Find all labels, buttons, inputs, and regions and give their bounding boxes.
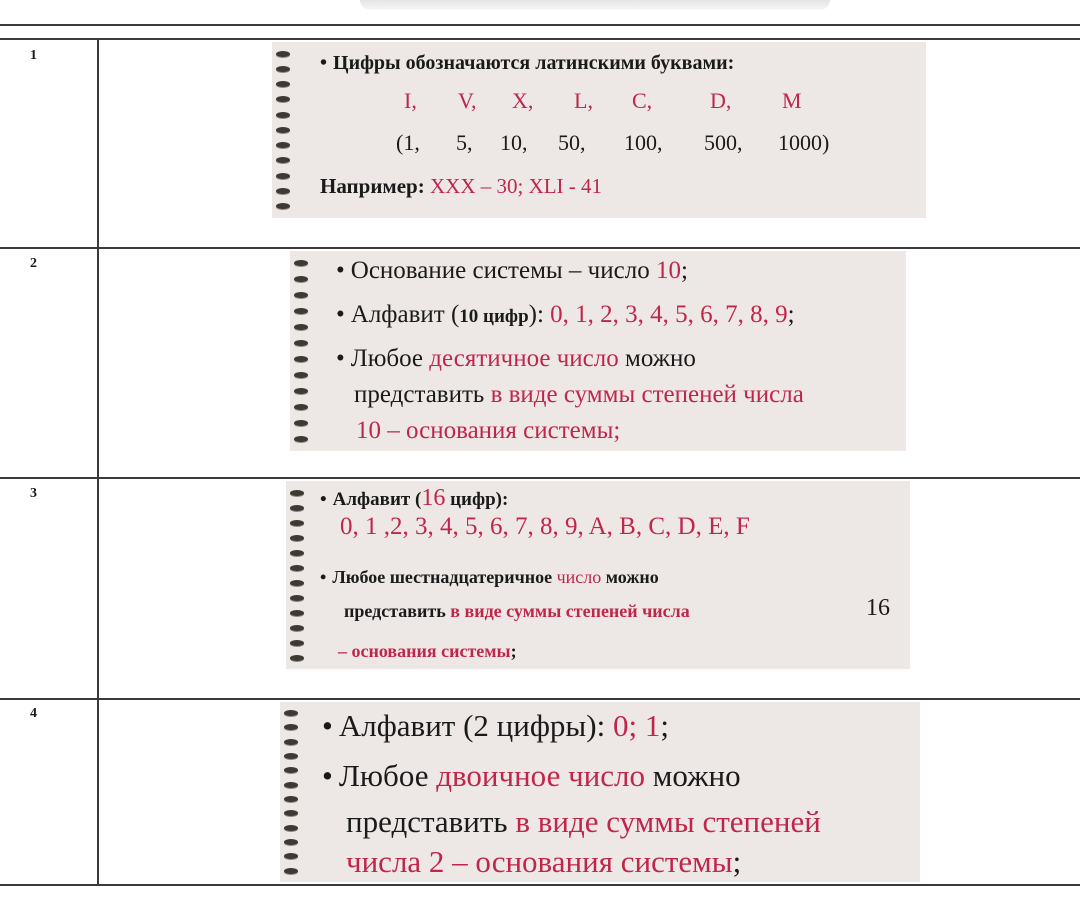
roman-letter: V, (458, 88, 477, 113)
roman-value: 5, (456, 130, 473, 155)
row-divider-3 (0, 698, 1080, 700)
hex-digits: 0, 1 ,2, 3, 4, 5, 6, 7, 8, 9, A, B, C, D, E, F (340, 513, 750, 540)
hex-sum-line2: представить в виде суммы степеней числа (344, 601, 690, 621)
binary-sum-line3: числа 2 – основания системы; (346, 844, 742, 879)
slide-roman (272, 42, 926, 218)
roman-value: 1000) (778, 130, 830, 155)
hex-sum-line3: – основания системы; (338, 641, 517, 661)
roman-letter: L, (574, 88, 593, 113)
roman-value: 500, (704, 130, 743, 155)
roman-value: (1, (396, 130, 420, 155)
roman-letter: X, (512, 88, 534, 113)
bullet-icon: • (322, 708, 333, 743)
decimal-sum-line2: представить в виде суммы степеней числа (354, 381, 804, 408)
slide-decimal (290, 251, 906, 451)
row-divider-2 (0, 477, 1080, 479)
slide-binary (280, 702, 920, 882)
bullet-icon: • (336, 257, 345, 284)
row-number: 4 (30, 706, 37, 721)
table-bottom-rule (0, 884, 1080, 886)
decimal-base: • Основание системы – число 10; (336, 257, 688, 284)
bullet-icon: • (322, 758, 333, 793)
roman-letter: M (782, 88, 802, 113)
hex-alphabet-label: • Алфавит (16 цифр): (320, 485, 509, 511)
roman-letter: D, (710, 88, 732, 113)
roman-value: 100, (624, 130, 663, 155)
binary-alphabet: • Алфавит (2 цифры): 0; 1; (322, 708, 669, 743)
spiral-binding-icon (290, 251, 312, 451)
bullet-icon: • (336, 301, 345, 328)
spiral-binding-icon (286, 481, 308, 669)
spiral-binding-icon (272, 42, 294, 218)
decimal-alphabet: • Алфавит (10 цифр): 0, 1, 2, 3, 4, 5, 6, 7, 8, 9; (336, 301, 795, 328)
bullet-icon: • (320, 567, 327, 587)
binary-sum-line2: представить в виде суммы степеней (346, 804, 821, 839)
table-header-rule (0, 38, 1080, 40)
column-divider (97, 38, 99, 886)
roman-heading: • Цифры обозначаются латинскими буквами: (320, 52, 735, 74)
top-shadow (360, 0, 830, 10)
roman-letter: C, (632, 88, 653, 113)
hex-base-number: 16 (866, 595, 890, 621)
roman-letter: I, (404, 88, 417, 113)
binary-sum-line1: • Любое двоичное число можно (322, 758, 741, 793)
hex-sum-line1: • Любое шестнадцатеричное число можно (320, 567, 659, 587)
roman-value: 50, (558, 130, 586, 155)
decimal-sum-line3: 10 – основания системы; (356, 417, 621, 444)
row-number: 1 (30, 48, 37, 63)
row-number: 2 (30, 256, 37, 271)
bullet-icon: • (320, 489, 327, 510)
slide-hexadecimal (286, 481, 910, 669)
table-top-rule (0, 24, 1080, 26)
row-divider-1 (0, 247, 1080, 249)
spiral-binding-icon (280, 702, 302, 882)
roman-example: Например: XXX – 30; XLI - 41 (320, 174, 603, 198)
bullet-icon: • (320, 52, 328, 74)
row-number: 3 (30, 486, 37, 501)
roman-value: 10, (500, 130, 528, 155)
decimal-sum-line1: • Любое десятичное число можно (336, 345, 696, 372)
bullet-icon: • (336, 345, 345, 372)
